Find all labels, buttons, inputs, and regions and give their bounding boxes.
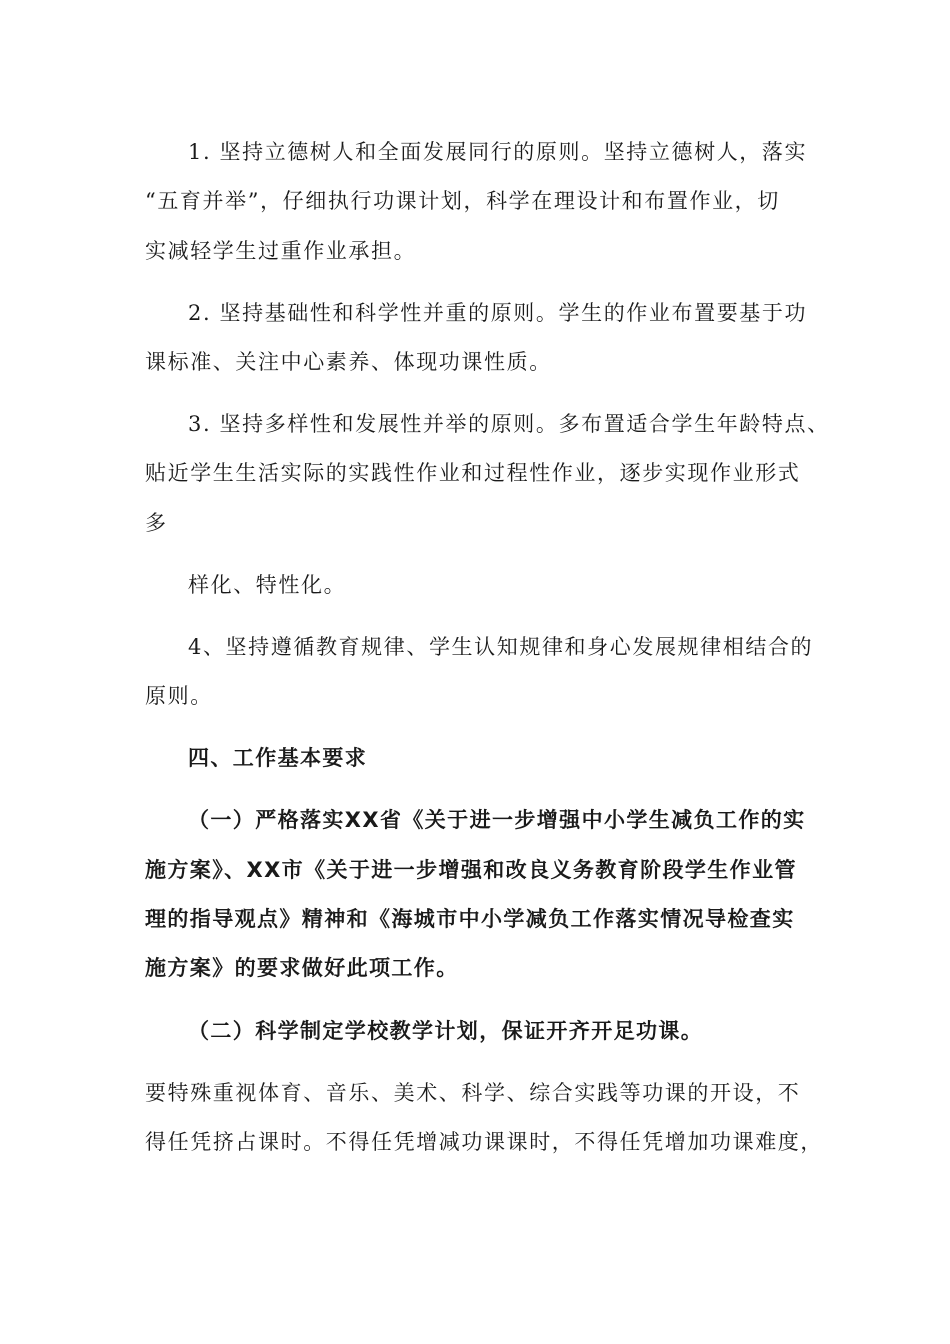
principle-3-line-4: 样化、特性化。 xyxy=(188,573,347,597)
principle-3-line-2: 贴近学生生活实际的实践性作业和过程性作业，逐步实现作业形式 xyxy=(145,461,801,485)
principle-4-line-2: 原则。 xyxy=(145,684,213,708)
section-heading: 四、工作基本要求 xyxy=(188,746,368,770)
principle-3-line-3: 多 xyxy=(145,511,168,535)
requirement-2-heading: （二）科学制定学校教学计划，保证开齐开足功课。 xyxy=(188,1019,704,1043)
principle-2-line-1: 2. 坚持基础性和科学性并重的原则。学生的作业布置要基于功 xyxy=(188,301,808,325)
principle-3-line-1: 3. 坚持多样性和发展性并举的原则。多布置适合学生年龄特点、 xyxy=(188,412,830,436)
requirement-1-line-1: （一）严格落实XX省《关于进一步增强中小学生减负工作的实 xyxy=(188,808,806,832)
requirement-2-line-1: 要特殊重视体育、音乐、美术、科学、综合实践等功课的开设，不 xyxy=(145,1081,801,1105)
requirement-1-line-3: 理的指导观点》精神和《海城市中小学减负工作落实情况导检查实 xyxy=(145,907,795,931)
requirement-1-line-2: 施方案》、XX市《关于进一步增强和改良义务教育阶段学生作业管 xyxy=(145,858,797,882)
principle-1-line-3: 实减轻学生过重作业承担。 xyxy=(145,239,417,263)
requirement-2-line-2: 得任凭挤占课时。不得任凭增减功课课时，不得任凭增加功课难度， xyxy=(145,1130,823,1154)
principle-2-line-2: 课标准、关注中心素养、体现功课性质。 xyxy=(145,350,552,374)
principle-4-line-1: 4、坚持遵循教育规律、学生认知规律和身心发展规律相结合的 xyxy=(188,635,814,659)
principle-1-line-2: “五育并举”，仔细执行功课计划，科学在理设计和布置作业，切 xyxy=(145,189,780,213)
principle-1-line-1: 1. 坚持立德树人和全面发展同行的原则。坚持立德树人，落实 xyxy=(188,140,808,164)
requirement-1-line-4: 施方案》的要求做好此项工作。 xyxy=(145,956,459,980)
